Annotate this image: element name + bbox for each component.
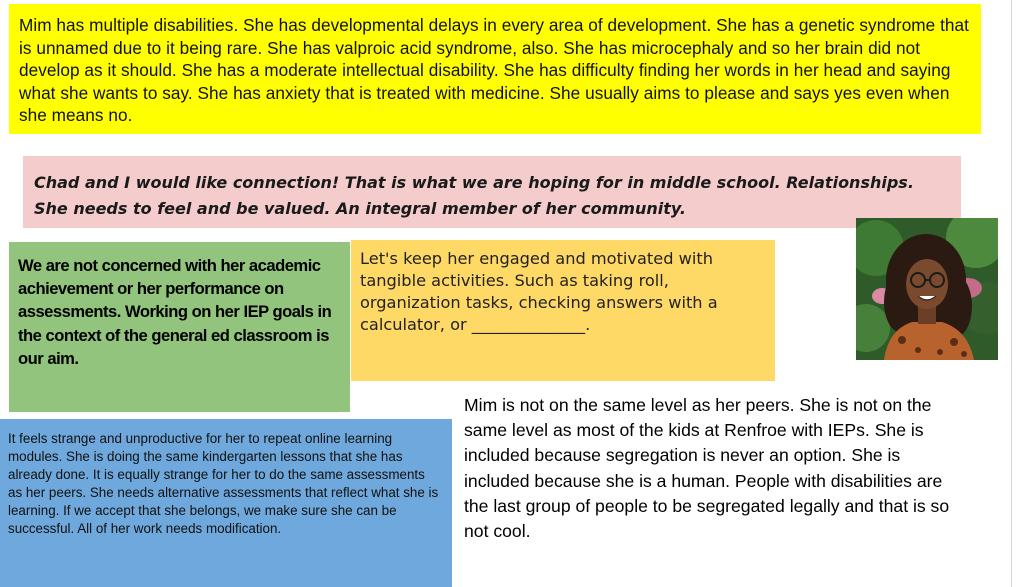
portrait-photo	[856, 218, 998, 360]
blue-note-text: It feels strange and unproductive for her to repeat online learning modules. She is doing the same kindergarten lessons that she has already done. It is equally strange for her to do the same assessments as her peers. She needs alternative assessments that reflect what she is learning. If we accept that she belongs, we make sure she can be successful. All of her work needs modification.	[8, 431, 439, 536]
orange-note-card	[351, 240, 775, 381]
portrait-photo-icon	[856, 218, 998, 360]
pink-note-card	[23, 156, 961, 228]
white-note-text: Mim is not on the same level as her peers. She is not on the same level as most of the kids at Renfroe with IEPs. She is included because segregation is never an option. She is included because she is a human. People with disabilities are the last group of people to be segregated legally and that is so not cool.	[464, 395, 950, 542]
green-note-card	[9, 242, 350, 412]
white-note-card	[456, 393, 976, 553]
yellow-note-text: Mim has multiple disabilities. She has developmental delays in every area of development. She has a genetic syndrome that is unnamed due to it being rare. She has valproic acid syndrome, also. She has microcephaly and so her brain did not develop as it should. She has a moderate intellectual disability. She has difficulty finding her words in her head and saying what she wants to say. She has anxiety that is treated with medicine. She usually aims to please and says yes even when she means no.	[19, 15, 969, 126]
pink-note-text: Chad and I would like connection! That is what we are hoping for in middle school. Relationships. She needs to feel and be valued. An integral member of her community.	[34, 173, 914, 218]
green-note-text: We are not concerned with her academic achievement or her performance on assessments. Working on her IEP goals in the context of the general ed classroom is our aim.	[18, 256, 332, 368]
slide-edge-divider	[1011, 0, 1012, 587]
yellow-note-card	[9, 4, 981, 134]
blue-note-card	[0, 419, 452, 587]
orange-note-text: Let's keep her engaged and motivated with tangible activities. Such as taking roll, organization tasks, checking answers with a calculator, or ______________.	[360, 249, 718, 334]
